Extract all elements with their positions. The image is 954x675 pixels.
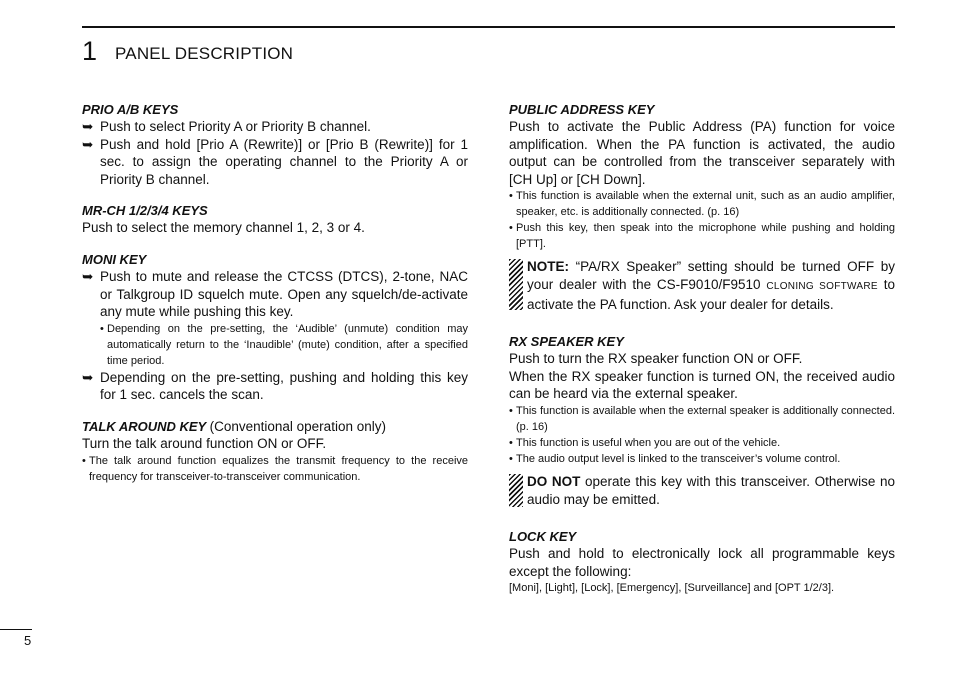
bullet-item: [509, 451, 895, 467]
item-text: This function is useful when you are out of the vehicle.: [516, 436, 781, 449]
footer-rule: [0, 629, 32, 630]
bullet-icon: •: [509, 436, 513, 449]
right-column: [509, 101, 895, 610]
bullet-icon: •: [509, 404, 513, 417]
caution-hatch-icon: [509, 259, 523, 310]
item-text: The talk around function equalizes the transmit frequency to the receive frequency for transceiver-to-transceiver communication.: [89, 454, 468, 483]
bullet-item: [509, 188, 895, 220]
item-text: Depending on the pre-setting, pushing and holding this key for 1 sec. cancels the scan.: [100, 369, 468, 403]
software-name: CLONING SOFTWARE: [766, 280, 878, 292]
section-heading: PUBLIC ADDRESS KEY: [509, 102, 655, 117]
note-text: “PA/RX Speaker” setting should be turned OFF by your dealer with the CS-F9010/F9510: [527, 259, 895, 292]
item-text: Depending on the pre-setting, the ‘Audible’ (unmute) condition may automatically return to the ‘Inaudible’ (mute) condition, after a specified time period.: [107, 322, 468, 367]
section-heading: MR-CH 1/2/3/4 KEYS: [82, 203, 208, 219]
section-text: Turn the talk around function ON or OFF.: [82, 435, 327, 451]
note-box: [509, 258, 895, 313]
bullet-item: [82, 453, 468, 485]
section-lock-key: [509, 528, 895, 596]
arrow-bullet-icon: ➥: [82, 136, 94, 152]
item-text: Push to mute and release the CTCSS (DTCS), 2-tone, NAC or Talkgroup ID squelch mute. Open any squelch/de-activate any mute while pushing this key.: [100, 268, 468, 320]
item-text: Push to select Priority A or Priority B channel.: [100, 119, 371, 134]
list-item: [82, 118, 468, 136]
section-mr-ch-keys: [82, 202, 468, 237]
header-rule: [82, 26, 895, 28]
bullet-item: [509, 435, 895, 451]
caution-box: [509, 473, 895, 508]
item-text: This function is available when the external unit, such as an audio amplifier, speaker, etc. is additionally connected. (p. 16): [516, 190, 895, 219]
caution-text: operate this key with this transceiver. Otherwise no audio may be emitted.: [527, 473, 895, 507]
chapter-title: PANEL DESCRIPTION: [115, 44, 294, 63]
section-text: Push to turn the RX speaker function ON or OFF.: [509, 351, 803, 367]
bullet-item: [509, 403, 895, 435]
section-text: Push to activate the Public Address (PA) function for voice amplification. When the PA function is activated, the audio output can be controlled from the transceiver separately with [CH Up] or [CH Down].: [509, 119, 895, 187]
key-list: [Moni], [Light], [Lock], [Emergency], [Surveillance] and [OPT 1/2/3].: [509, 582, 835, 595]
bullet-icon: •: [82, 454, 86, 467]
left-column: [82, 101, 468, 499]
note-label: NOTE:: [527, 259, 569, 275]
item-text: The audio output level is linked to the transceiver’s volume control.: [516, 452, 841, 465]
item-text: Push this key, then speak into the microphone while pushing and holding [PTT].: [516, 222, 895, 251]
section-heading: RX SPEAKER KEY: [509, 334, 624, 350]
heading-note: (Conventional operation only): [209, 418, 386, 434]
section-heading: [82, 418, 468, 435]
heading-label: TALK AROUND KEY: [82, 418, 206, 434]
note-text: to activate the PA function. Ask your dealer for details.: [527, 276, 895, 312]
caution-hatch-icon: [509, 474, 523, 507]
section-public-address-key: [509, 101, 895, 313]
section-rx-speaker-key: [509, 333, 895, 508]
section-prio-keys: [82, 101, 468, 188]
sub-bullet-item: [100, 321, 468, 369]
section-text: Push and hold to electronically lock all programmable keys except the following:: [509, 546, 895, 579]
item-text: Push and hold [Prio A (Rewrite)] or [Prio B (Rewrite)] for 1 sec. to assign the operating channel to the Priority A or Priority B channel.: [100, 136, 468, 187]
section-heading: PRIO A/B KEYS: [82, 102, 179, 117]
bullet-icon: •: [100, 322, 104, 335]
chapter-number: 1: [82, 36, 98, 66]
list-item: [82, 268, 468, 321]
section-text: When the RX speaker function is turned ON, the received audio can be heard via the external speaker.: [509, 368, 895, 402]
section-text: Push to select the memory channel 1, 2, 3 or 4.: [82, 220, 365, 236]
arrow-bullet-icon: ➥: [82, 268, 94, 284]
section-heading: MONI KEY: [82, 251, 147, 267]
caution-label: DO NOT: [527, 473, 581, 489]
section-talk-around-key: [82, 418, 468, 485]
list-item: [82, 136, 468, 189]
item-text: This function is available when the external speaker is additionally connected. (p. 16): [516, 404, 895, 433]
bullet-icon: •: [509, 222, 513, 235]
list-item: [82, 369, 468, 404]
bullet-icon: •: [509, 452, 513, 465]
bullet-item: [509, 220, 895, 252]
section-heading: LOCK KEY: [509, 529, 577, 545]
section-moni-key: [82, 251, 468, 404]
arrow-bullet-icon: ➥: [82, 369, 94, 385]
bullet-icon: •: [509, 190, 513, 203]
arrow-bullet-icon: ➥: [82, 119, 94, 134]
page-number: 5: [24, 633, 32, 648]
